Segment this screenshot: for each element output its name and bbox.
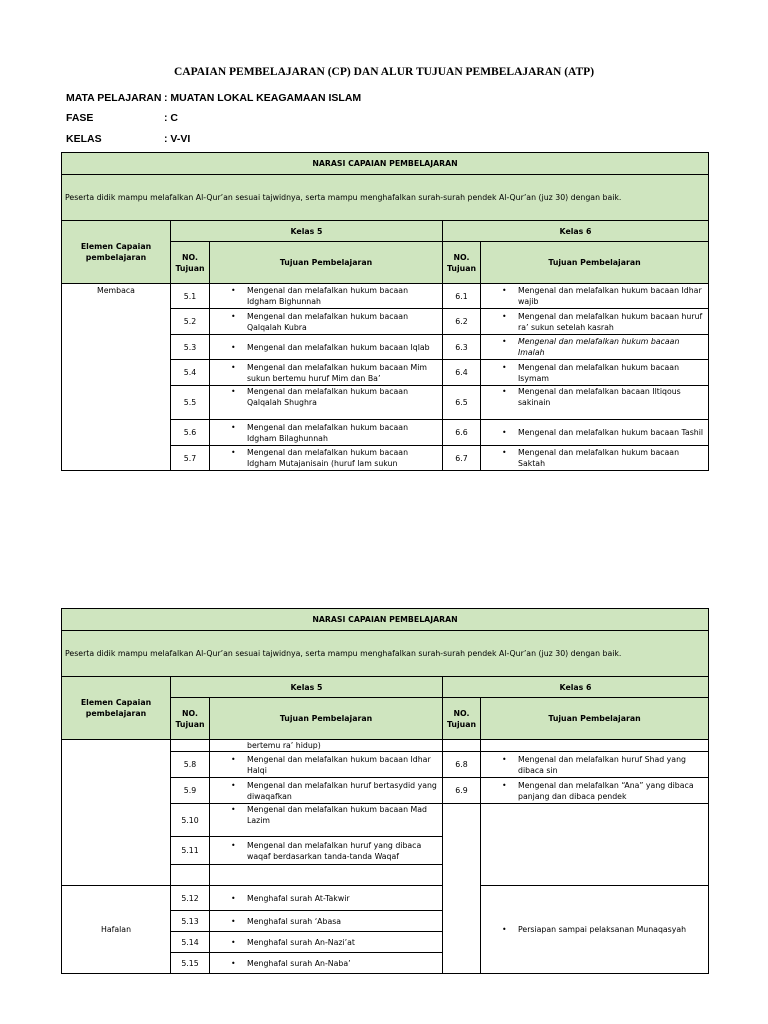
no-tujuan: 6.9 — [443, 778, 481, 804]
tujuan — [481, 335, 709, 360]
no-tujuan: 5.1 — [171, 284, 210, 309]
no-tujuan: 5.10 — [171, 804, 210, 837]
no-tujuan: 5.4 — [171, 360, 210, 386]
tujuan-text: Menghafal surah At-Takwir — [247, 893, 350, 903]
elemen-membaca-continued — [62, 740, 171, 886]
bullet: • — [231, 286, 236, 295]
tujuan-text: Mengenal dan melafalkan hukum bacaan Saktah — [518, 448, 680, 468]
no-tujuan: 6.7 — [443, 446, 481, 471]
bullet: • — [502, 286, 507, 295]
tujuan — [210, 309, 443, 335]
tujuan-text: Mengenal dan melafalkan hukum bacaan Idhar wajib — [518, 286, 702, 306]
tujuan-text: Mengenal dan melafalkan hukum bacaan Iqlab — [247, 342, 430, 352]
tujuan — [210, 932, 443, 953]
kelas6-header: Kelas 6 — [443, 677, 709, 698]
no-tujuan: 5.13 — [171, 911, 210, 932]
no-tujuan-empty — [443, 804, 481, 886]
tujuan — [210, 865, 443, 886]
no-tujuan: 5.12 — [171, 886, 210, 911]
bullet: • — [231, 387, 236, 396]
tujuan — [210, 446, 443, 471]
tujuan — [210, 804, 443, 837]
tujuan — [481, 309, 709, 335]
no-tujuan: 6.8 — [443, 752, 481, 778]
no-tujuan: 6.5 — [443, 386, 481, 420]
tujuan — [210, 360, 443, 386]
tujuan — [481, 284, 709, 309]
bullet: • — [502, 337, 507, 346]
bullet: • — [502, 387, 507, 396]
tujuan — [481, 360, 709, 386]
tujuan-header: Tujuan Pembelajaran — [481, 698, 709, 740]
meta-value: : MUATAN LOKAL KEAGAMAAN ISLAM — [164, 92, 362, 104]
no-tujuan: 6.1 — [443, 284, 481, 309]
bullet: • — [502, 311, 507, 321]
meta-value: : C — [164, 112, 178, 124]
tujuan — [481, 740, 709, 752]
no-tujuan: 6.4 — [443, 360, 481, 386]
no-tujuan-header: NO. Tujuan — [443, 698, 481, 740]
no-tujuan: 5.2 — [171, 309, 210, 335]
bullet: • — [502, 428, 507, 437]
table-row — [62, 886, 709, 911]
tujuan — [210, 953, 443, 974]
tujuan-text: Mengenal dan melafalkan hukum bacaan huruf ra’ sukun setelah kasrah — [518, 311, 703, 332]
bullet: • — [502, 362, 507, 372]
tujuan-text: Mengenal dan melafalkan hukum bacaan Idhar Halqi — [247, 754, 431, 775]
tujuan-text: Mengenal dan melafalkan huruf yang dibaca waqaf berdasarkan tanda-tanda Waqaf — [247, 840, 422, 861]
tujuan-text: Menghafal surah ‘Abasa — [247, 916, 342, 926]
tujuan-text: Mengenal dan melafalkan “Ana” yang dibaca panjang dan dibaca pendek — [518, 780, 694, 801]
tujuan-header: Tujuan Pembelajaran — [481, 242, 709, 284]
tujuan-text: Mengenal dan melafalkan hukum bacaan Idgham Bilaghunnah — [247, 422, 409, 443]
bullet: • — [231, 958, 236, 968]
bullet: • — [231, 448, 236, 457]
tujuan — [481, 446, 709, 471]
bullet: • — [231, 937, 236, 947]
meta-fase — [66, 112, 178, 124]
tujuan-text: Mengenal dan melafalkan hukum bacaan Mad Lazim — [247, 805, 427, 825]
bullet: • — [231, 342, 236, 352]
no-tujuan: 5.7 — [171, 446, 210, 471]
meta-key: MATA PELAJARAN — [66, 92, 162, 104]
no-tujuan: 5.11 — [171, 837, 210, 865]
bullet: • — [502, 448, 507, 457]
table-row — [62, 740, 709, 752]
tujuan — [210, 911, 443, 932]
tujuan-text: Mengenal dan melafalkan huruf bertasydid yang diwaqafkan — [247, 780, 437, 801]
kelas5-header: Kelas 5 — [171, 221, 443, 242]
tujuan — [210, 284, 443, 309]
meta-value: : V-VI — [164, 133, 191, 145]
no-tujuan: 6.2 — [443, 309, 481, 335]
tujuan-text: Menghafal surah An-Naba’ — [247, 958, 351, 968]
bullet: • — [231, 916, 236, 926]
tujuan-text: Mengenal dan melafalkan hukum bacaan Qalqalah Kubra — [247, 311, 409, 332]
atp-table-2 — [61, 608, 709, 974]
elemen-header: Elemen Capaian pembelajaran — [62, 221, 171, 284]
meta-kelas — [66, 133, 190, 145]
tujuan — [481, 420, 709, 446]
tujuan-header: Tujuan Pembelajaran — [210, 698, 443, 740]
tujuan-text: Mengenal dan melafalkan hukum bacaan Idgham Bighunnah — [247, 286, 409, 306]
tujuan — [210, 778, 443, 804]
narasi-text: Peserta didik mampu melafalkan Al-Qur’an sesuai tajwidnya, serta mampu menghafalkan surah-surah pendek Al-Qur’an (juz 30) dengan baik. — [62, 175, 709, 221]
kelas6-header: Kelas 6 — [443, 221, 709, 242]
no-tujuan-header: NO. Tujuan — [171, 698, 210, 740]
tujuan — [481, 778, 709, 804]
bullet: • — [231, 311, 236, 321]
bullet: • — [502, 925, 507, 934]
no-tujuan — [171, 740, 210, 752]
narasi-header: NARASI CAPAIAN PEMBELAJARAN — [62, 153, 709, 175]
no-tujuan-header: NO. Tujuan — [443, 242, 481, 284]
bullet: • — [231, 840, 236, 850]
tujuan-continued: bertemu ra’ hidup) — [210, 740, 443, 752]
meta-mata-pelajaran — [66, 92, 361, 104]
tujuan — [210, 837, 443, 865]
tujuan — [210, 420, 443, 446]
tujuan-text: Persiapan sampai pelaksanan Munaqasyah — [518, 925, 687, 934]
bullet: • — [231, 754, 236, 764]
elemen-hafalan: Hafalan — [62, 886, 171, 974]
document-title: CAPAIAN PEMBELAJARAN (CP) DAN ALUR TUJUAN PEMBELAJARAN (ATP) — [173, 66, 595, 78]
bullet: • — [231, 805, 236, 814]
tujuan — [210, 752, 443, 778]
no-tujuan: 5.15 — [171, 953, 210, 974]
tujuan-text: Menghafal surah An-Nazi’at — [247, 937, 355, 947]
no-tujuan: 6.3 — [443, 335, 481, 360]
no-tujuan: 5.9 — [171, 778, 210, 804]
meta-key: FASE — [66, 112, 94, 124]
tujuan — [210, 335, 443, 360]
no-tujuan-header: NO. Tujuan — [171, 242, 210, 284]
tujuan-text: Mengenal dan melafalkan hukum bacaan Idgham Mutajanisain (huruf lam sukun — [247, 448, 409, 468]
tujuan-text: Mengenal dan melafalkan hukum bacaan Mim sukun bertemu huruf Mim dan Ba’ — [247, 362, 427, 383]
tujuan-text: Mengenal dan melafalkan hukum bacaan Tashil — [518, 428, 704, 437]
bullet: • — [231, 893, 236, 903]
no-tujuan: 5.6 — [171, 420, 210, 446]
tujuan-empty — [481, 804, 709, 886]
bullet: • — [231, 422, 236, 432]
tujuan — [481, 386, 709, 420]
tujuan-text: Mengenal dan melafalkan huruf Shad yang dibaca sin — [518, 754, 686, 775]
atp-table-1 — [61, 152, 709, 471]
tujuan — [210, 386, 443, 420]
no-tujuan — [443, 740, 481, 752]
no-tujuan: 5.14 — [171, 932, 210, 953]
narasi-text: Peserta didik mampu melafalkan Al-Qur’an sesuai tajwidnya, serta mampu menghafalkan surah-surah pendek Al-Qur’an (juz 30) dengan baik. — [62, 631, 709, 677]
no-tujuan: 5.3 — [171, 335, 210, 360]
tujuan-text: Mengenal dan melafalkan hukum bacaan Isymam — [518, 362, 680, 383]
no-tujuan: 5.5 — [171, 386, 210, 420]
bullet: • — [231, 362, 236, 372]
tujuan-text: Mengenal dan melafalkan hukum bacaan Imalah — [518, 337, 680, 357]
bullet: • — [502, 754, 507, 764]
tujuan-header: Tujuan Pembelajaran — [210, 242, 443, 284]
no-tujuan: 5.8 — [171, 752, 210, 778]
elemen-header: Elemen Capaian pembelajaran — [62, 677, 171, 740]
no-tujuan: 6.6 — [443, 420, 481, 446]
bullet: • — [502, 780, 507, 790]
tujuan-text: Mengenal dan melafalkan hukum bacaan Qalqalah Shughra — [247, 387, 409, 407]
elemen-membaca: Membaca — [62, 284, 171, 471]
no-tujuan-empty — [443, 886, 481, 974]
no-tujuan — [171, 865, 210, 886]
bullet: • — [231, 780, 236, 790]
tujuan — [210, 886, 443, 911]
meta-key: KELAS — [66, 133, 102, 145]
tujuan — [481, 886, 709, 974]
tujuan-text: Mengenal dan melafalkan bacaan Iltiqous sakinain — [518, 387, 681, 407]
kelas5-header: Kelas 5 — [171, 677, 443, 698]
tujuan — [481, 752, 709, 778]
narasi-header: NARASI CAPAIAN PEMBELAJARAN — [62, 609, 709, 631]
table-row — [62, 284, 709, 309]
